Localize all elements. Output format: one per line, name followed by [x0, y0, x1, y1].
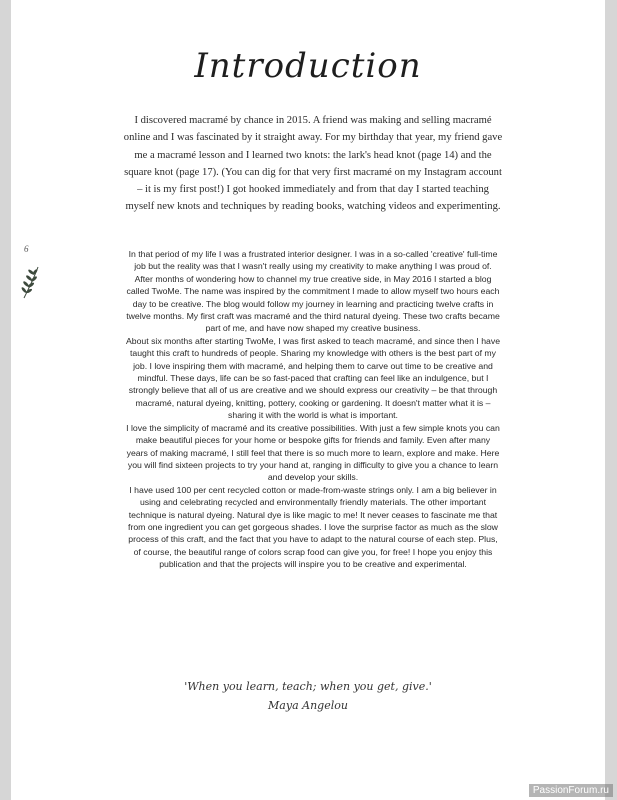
intro-paragraph: I discovered macramé by chance in 2015. A friend was making and selling macramé online and I was fascinated by it straight away. For my birthday that year, my friend gave me a macramé lesson and I learned two knots: the lark's head knot (page 14) and the square knot (page 17). (You can dig for that very first macramé on my Instagram account – it is my first post!) I got hooked immediately and from that day I started teaching myself new knots and techniques by reading books, watching videos and experimenting.	[123, 115, 503, 213]
page-border-right	[605, 0, 617, 800]
body-paragraph: I have used 100 per cent recycled cotton or made-from-waste strings only. I am a big believer in using and celebrating recycled and environmentally friendly materials. The other important technique is natural dyeing. Natural dye is like magic to me! It never ceases to fascinate me that from one ingredient you can get gorgeous shades. I love the surprise factor as much as the slow process of this craft, and the fact that you have to adapt to the natural course of each step. Plus, of course, the beautiful range of colors scrap food can give you, for free! I hope you enjoy this publication and that the projects will inspire you to be creative and experimental.	[128, 484, 498, 570]
page-border-left	[0, 0, 11, 800]
body-text	[125, 248, 501, 571]
body-paragraph: I love the simplicity of macramé and its creative possibilities. With just a few simple knots you can make beautiful pieces for your home or bespoke gifts for friends and family. Even after many years of making macramé, I still feel that there is so much more to learn, explore and make. Here you will find sixteen projects to try your hand at, ranging in difficulty to give you a chance to learn and develop your skills.	[126, 422, 500, 483]
body-paragraph: In that period of my life I was a frustrated interior designer. I was in a so-called 'creative' full-time job but the reality was that I wasn't really using my creativity to make anything I was proud of. After months of wondering how to channel my true creative side, in May 2016 I started a blog called TwoMe. The name was inspired by the commitment I made to allow myself two hours each day to be creative. The blog would follow my journey in learning and practicing twelve crafts in twelve months. My first craft was macramé and the third natural dyeing. These two crafts became part of me, and have now shaped my creative business.	[126, 249, 500, 334]
leaf-sprig-icon	[20, 264, 42, 300]
page-title: Introduction	[194, 46, 422, 86]
book-page	[11, 0, 605, 800]
body-paragraph: About six months after starting TwoMe, I was first asked to teach macramé, and since then I have taught this craft to hundreds of people. Sharing my knowledge with others is the best part of my job. I love inspiring them with macramé, and helping them to carve out time to be creative and mindful. These days, life can be so fast-paced that crafting can feel like an indulgence, but I strongly believe that all of us are creative and we should express our creativity – be that through macramé, natural dyeing, knitting, pottery, cooking or gardening. It doesn't matter what it is – sharing it with the world is what is important.	[125, 335, 501, 421]
watermark: PassionForum.ru	[529, 784, 613, 797]
page-number: 6	[24, 244, 29, 254]
quote-author: Maya Angelou	[268, 699, 348, 712]
quote-text: 'When you learn, teach; when you get, give.'	[184, 680, 432, 693]
